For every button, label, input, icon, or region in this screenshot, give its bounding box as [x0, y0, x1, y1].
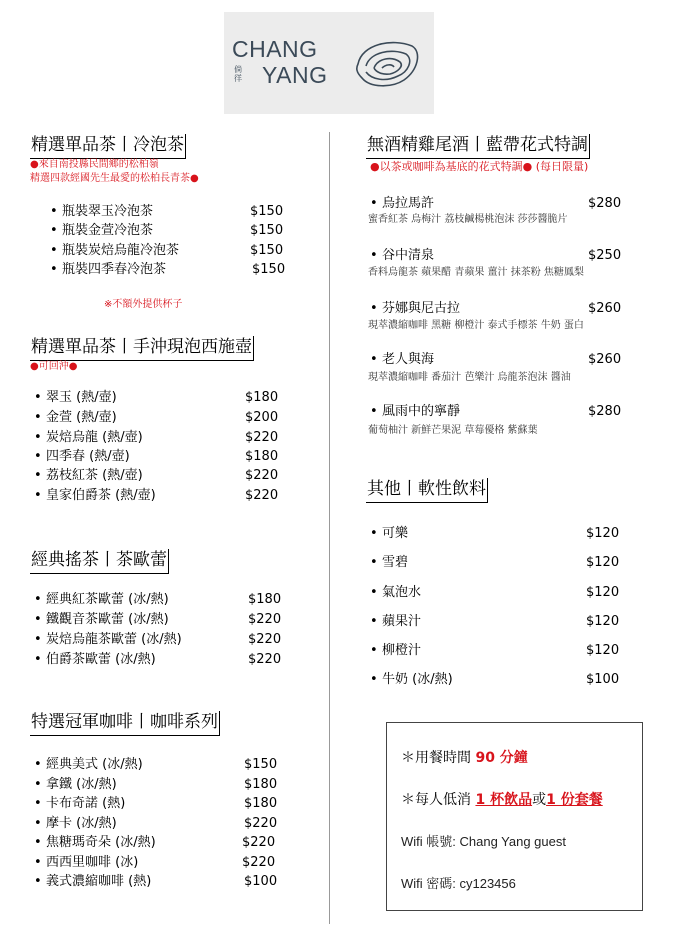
- item-price: $220: [242, 855, 276, 870]
- menu-item: [50, 260, 290, 280]
- menu-item: [34, 775, 294, 795]
- menu-item: [34, 833, 294, 853]
- menu-item: [370, 553, 630, 573]
- item-name: 荔枝紅茶 (熱/壺): [46, 468, 143, 483]
- bullet: •: [370, 526, 378, 541]
- bullet: •: [370, 196, 378, 211]
- item-name: 皇家伯爵茶 (熱/壺): [46, 488, 156, 503]
- item-price: $150: [250, 243, 284, 258]
- item-description: 蜜香紅茶 烏梅汁 荔枝鹹楊桃泡沫 莎莎醬脆片: [368, 214, 568, 225]
- menu-item: [370, 524, 630, 544]
- item-name: 經典紅茶歐蕾 (冰/熱): [46, 592, 169, 607]
- item-name: 瓶裝炭焙烏龍冷泡茶: [62, 243, 180, 258]
- item-price: $120: [586, 555, 620, 570]
- bullet: •: [370, 301, 378, 316]
- item-price: $150: [250, 223, 284, 238]
- bullet: •: [34, 468, 42, 483]
- bullet: •: [370, 248, 378, 263]
- item-price: $120: [586, 643, 620, 658]
- menu-item: [34, 794, 294, 814]
- logo: [224, 12, 434, 114]
- item-price: $180: [245, 449, 279, 464]
- menu-item: [34, 814, 294, 834]
- item-price: $220: [245, 468, 279, 483]
- item-name: 柳橙汁: [382, 643, 422, 658]
- menu-item: [370, 350, 630, 370]
- item-name: 義式濃縮咖啡 (熱): [46, 874, 152, 889]
- menu-item: [34, 466, 294, 486]
- item-price: $220: [245, 488, 279, 503]
- item-price: $180: [248, 592, 282, 607]
- bullet: •: [370, 643, 378, 658]
- item-name: 金萱 (熱/壺): [46, 410, 117, 425]
- section-title-cold-brew: 精選單品茶丨冷泡茶: [30, 134, 185, 156]
- bullet: •: [34, 816, 42, 831]
- menu-item: [34, 486, 294, 506]
- menu-item: [50, 241, 290, 261]
- item-name: 雪碧: [382, 555, 409, 570]
- bullet: •: [34, 488, 42, 503]
- item-name: 氣泡水: [382, 585, 422, 600]
- item-price: $150: [252, 262, 286, 277]
- item-price: $180: [245, 390, 279, 405]
- menu-item: [370, 670, 630, 690]
- item-price: $220: [248, 632, 282, 647]
- item-price: $120: [586, 526, 620, 541]
- logo-word-chang: CHANG: [232, 36, 318, 62]
- item-name: 鐵觀音茶歐蕾 (冰/熱): [46, 612, 169, 627]
- item-price: $120: [586, 614, 620, 629]
- menu-item: [50, 202, 290, 222]
- info-box: [386, 722, 643, 911]
- bullet: •: [34, 410, 42, 425]
- bullet: •: [370, 585, 378, 600]
- item-name: 可樂: [382, 526, 409, 541]
- item-price: $220: [245, 430, 279, 445]
- dining-time-note: ＊用餐時間 90 分鐘: [401, 750, 528, 766]
- section-title-mocktail: 無酒精雞尾酒丨藍帶花式特調: [366, 134, 589, 156]
- item-price: $220: [244, 816, 278, 831]
- item-name: 炭焙烏龍茶歐蕾 (冰/熱): [46, 632, 182, 647]
- item-price: $220: [242, 835, 276, 850]
- bullet: •: [370, 555, 378, 570]
- wifi-password: Wifi 密碼: cy123456: [401, 876, 516, 891]
- bullet: •: [370, 672, 378, 687]
- item-description: 香料烏龍茶 蘋果醋 青蘋果 薑汁 抹茶粉 焦糖鳳梨: [368, 267, 584, 278]
- item-price: $150: [250, 204, 284, 219]
- bullet: •: [50, 204, 58, 219]
- item-name: 瓶裝金萱冷泡茶: [62, 223, 154, 238]
- item-price: $250: [588, 248, 622, 263]
- menu-item: [370, 402, 630, 422]
- item-price: $200: [245, 410, 279, 425]
- item-price: $220: [248, 612, 282, 627]
- bullet: •: [34, 612, 42, 627]
- item-name: 摩卡 (冰/熱): [46, 816, 117, 831]
- menu-item: [34, 872, 294, 892]
- cold-brew-note-1: ●來自南投縣民間鄉的松柏嶺: [30, 159, 159, 170]
- menu-item: [34, 428, 294, 448]
- item-name: 蘋果汁: [382, 614, 422, 629]
- item-description: 現萃濃縮咖啡 番茄汁 芭樂汁 烏龍茶泡沫 醬油: [368, 372, 571, 383]
- logo-shell-icon: [352, 34, 424, 94]
- item-price: $100: [586, 672, 620, 687]
- section-title-hand-brew: 精選單品茶丨手沖現泡西施壺: [30, 336, 253, 358]
- menu-item: [370, 246, 630, 266]
- item-price: $260: [588, 301, 622, 316]
- menu-item: [34, 610, 294, 630]
- menu-item: [34, 755, 294, 775]
- item-price: $280: [588, 404, 622, 419]
- item-name: 芬娜與尼古拉: [382, 301, 461, 316]
- menu-item: [34, 447, 294, 467]
- item-name: 瓶裝四季春冷泡茶: [62, 262, 167, 277]
- bullet: •: [34, 855, 42, 870]
- item-name: 翠玉 (熱/壺): [46, 390, 117, 405]
- bullet: •: [50, 223, 58, 238]
- menu-item: [370, 194, 630, 214]
- bullet: •: [34, 430, 42, 445]
- item-name: 谷中清泉: [382, 248, 435, 263]
- menu-item: [370, 583, 630, 603]
- bullet: •: [34, 449, 42, 464]
- item-name: 老人與海: [382, 352, 435, 367]
- bullet: •: [370, 614, 378, 629]
- bullet: •: [34, 796, 42, 811]
- menu-item: [370, 299, 630, 319]
- bullet: •: [34, 632, 42, 647]
- item-name: 風雨中的寧靜: [382, 404, 461, 419]
- item-description: 現萃濃縮咖啡 黑糖 柳橙汁 泰式手標茶 牛奶 蛋白: [368, 320, 584, 331]
- minimum-spend-note: ＊每人低消 1 杯飲品或1 份套餐: [401, 792, 603, 808]
- menu-item: [34, 388, 294, 408]
- item-name: 牛奶 (冰/熱): [382, 672, 453, 687]
- bullet: •: [370, 404, 378, 419]
- bullet: •: [34, 757, 42, 772]
- section-title-coffee: 特選冠軍咖啡丨咖啡系列: [30, 711, 219, 733]
- logo-word-yang: YANG: [262, 62, 328, 88]
- cold-brew-note-2: 精選四款經國先生最愛的松柏長青茶●: [30, 173, 199, 184]
- menu-item: [370, 612, 630, 632]
- bullet: •: [34, 777, 42, 792]
- item-name: 焦糖瑪奇朵 (冰/熱): [46, 835, 156, 850]
- menu-item: [34, 590, 294, 610]
- item-name: 卡布奇諾 (熱): [46, 796, 126, 811]
- item-description: 葡萄柚汁 新鮮芒果泥 草莓優格 紫蘇葉: [368, 425, 538, 436]
- bullet: •: [34, 592, 42, 607]
- bullet: •: [34, 874, 42, 889]
- item-price: $100: [244, 874, 278, 889]
- bullet: •: [50, 243, 58, 258]
- bullet: •: [370, 352, 378, 367]
- item-price: $280: [588, 196, 622, 211]
- item-name: 烏拉馬許: [382, 196, 435, 211]
- item-price: $180: [244, 777, 278, 792]
- item-price: $120: [586, 585, 620, 600]
- menu-item: [34, 853, 294, 873]
- item-price: $260: [588, 352, 622, 367]
- item-name: 拿鐵 (冰/熱): [46, 777, 117, 792]
- bullet: •: [34, 390, 42, 405]
- item-price: $150: [244, 757, 278, 772]
- bullet: •: [34, 652, 42, 667]
- logo-chinese: 倘徉: [234, 65, 242, 83]
- section-title-soft-drinks: 其他丨軟性飲料: [366, 478, 487, 500]
- item-name: 伯爵茶歐蕾 (冰/熱): [46, 652, 156, 667]
- menu-item: [34, 650, 294, 670]
- bullet: •: [34, 835, 42, 850]
- item-name: 四季春 (熱/壺): [46, 449, 130, 464]
- menu-item: [50, 221, 290, 241]
- column-divider: [329, 132, 330, 924]
- wifi-account: Wifi 帳號: Chang Yang guest: [401, 834, 566, 849]
- item-name: 經典美式 (冰/熱): [46, 757, 143, 772]
- menu-item: [34, 408, 294, 428]
- item-price: $180: [244, 796, 278, 811]
- menu-item: [34, 630, 294, 650]
- item-name: 炭焙烏龍 (熱/壺): [46, 430, 143, 445]
- bullet: •: [50, 262, 58, 277]
- item-name: 西西里咖啡 (冰): [46, 855, 139, 870]
- cold-brew-footnote: ※不額外提供杯子: [104, 299, 183, 310]
- item-price: $220: [248, 652, 282, 667]
- section-title-shaken-tea: 經典搖茶丨茶歐蕾: [30, 549, 168, 571]
- hand-brew-note: ●可回沖●: [30, 361, 78, 372]
- menu-item: [370, 641, 630, 661]
- item-name: 瓶裝翠玉冷泡茶: [62, 204, 154, 219]
- mocktail-note: ●以茶或咖啡為基底的花式特調● (每日限量): [370, 160, 589, 173]
